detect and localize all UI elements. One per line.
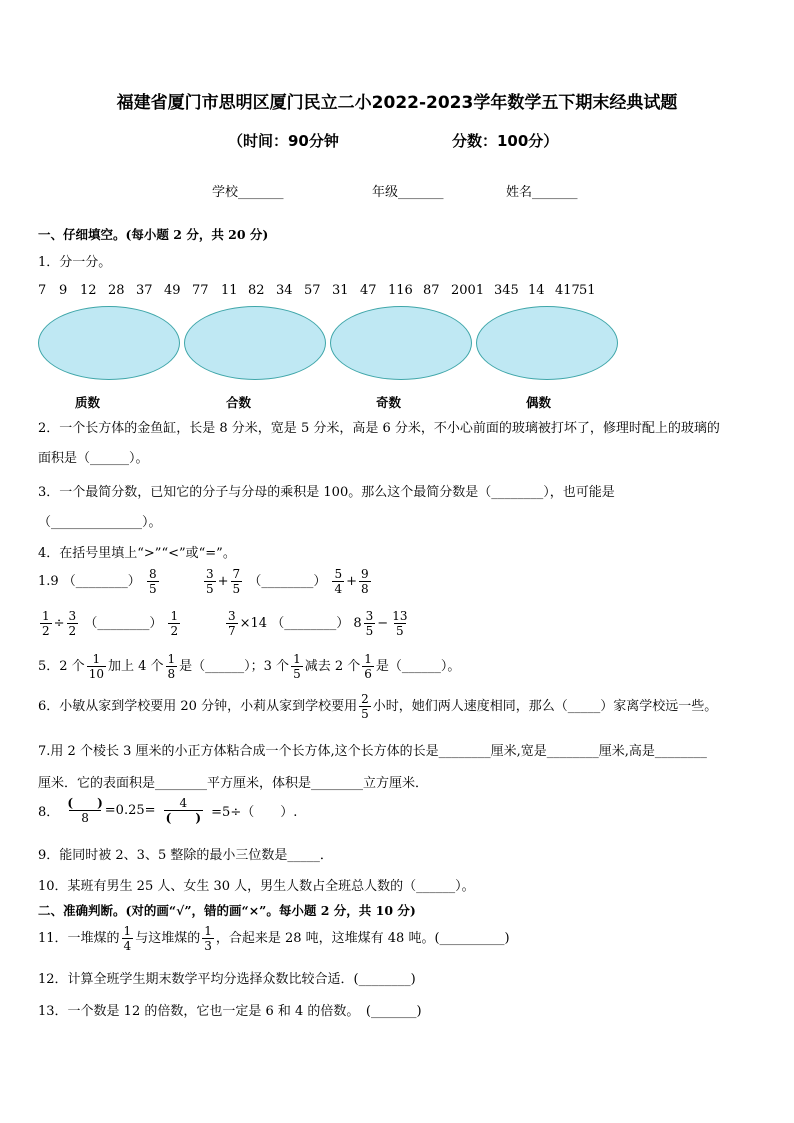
- prime-ellipse[interactable]: [38, 306, 180, 380]
- num: 51: [579, 283, 596, 298]
- even-ellipse[interactable]: [476, 306, 618, 380]
- odd-ellipse[interactable]: [330, 306, 472, 380]
- question-9: 9．能同时被 2、3、5 整除的最小三位数是_____．: [38, 848, 333, 863]
- num: 28: [108, 283, 125, 298]
- num: 2001: [451, 283, 485, 298]
- question-8: 8． $\frac{( )}{8}$ =0.25= $\frac{4}{( )}$ =5÷（ ）.: [38, 796, 298, 825]
- exam-time: （时间：90分钟: [228, 132, 339, 150]
- q4-row2-col1: $\frac{1}{2}$ ÷ $\frac{3}{2}$ （________） $\frac{1}{2}$: [42, 609, 179, 638]
- question-10: 10．某班有男生 25 人、女生 30 人，男生人数占全班总人数的（______）。: [38, 879, 475, 894]
- num: 77: [192, 283, 209, 298]
- label-prime: 质数: [75, 395, 101, 410]
- num: 116: [388, 283, 413, 298]
- num: 11: [221, 283, 238, 298]
- num: 57: [304, 283, 321, 298]
- num: 37: [136, 283, 153, 298]
- q4-row2-col2: $\frac{3}{7}$ ×14 （________） 8 $\frac{3}{5}$ − $\frac{13}{5}$: [228, 609, 408, 638]
- num: 87: [423, 283, 440, 298]
- question-1: 1．分一分。: [38, 255, 112, 270]
- num: 47: [360, 283, 377, 298]
- question-7-line-1: 7.用 2 个棱长 3 厘米的小正方体粘合成一个长方体,这个长方体的长是________厘米,宽是________厘米,高是________: [38, 744, 707, 759]
- question-11: 11．一堆煤的 $\frac{1}{4}$ 与这堆煤的 $\frac{1}{3}$ ，合起来是 28 吨，这堆煤有 48 吨。(__________): [38, 924, 510, 953]
- question-6: 6．小敏从家到学校要用 20 分钟，小莉从家到学校要用 $\frac{2}{5}$ 小时，她们两人速度相同，那么（_____）家离学校远一些。: [38, 692, 718, 721]
- question-5: 5．2 个 $\frac{1}{10}$ 加上 4 个 $\frac{1}{8}$ 是（______）；3 个 $\frac{1}{5}$ 减去 2 个 $\frac{1}{6}$ 是（______）。: [38, 652, 461, 681]
- question-12: 12．计算全班学生期末数学平均分选择众数比较合适．(________): [38, 972, 416, 987]
- label-even: 偶数: [526, 395, 552, 410]
- grade-field[interactable]: 年级_______: [372, 185, 444, 200]
- q4-row1-col2: $\frac{3}{5}$ + $\frac{7}{5}$ （________） $\frac{5}{4}$ + $\frac{9}{8}$: [206, 567, 369, 596]
- school-field[interactable]: 学校_______: [212, 185, 284, 200]
- q4-row1-col1: 1.9 （________） $\frac{8}{5}$: [38, 567, 157, 596]
- num: 34: [276, 283, 293, 298]
- num: 417: [555, 283, 580, 298]
- question-13: 13．一个数是 12 的倍数，它也一定是 6 和 4 的倍数。 (_______): [38, 1004, 422, 1019]
- exam-score: 分数：100分）: [452, 132, 559, 150]
- question-4: 4．在括号里填上“>”“<”或“=”。: [38, 546, 236, 561]
- page-title: 福建省厦门市思明区厦门民立二小2022-2023学年数学五下期末经典试题: [116, 93, 678, 113]
- question-2-line-2: 面积是（______）。: [38, 451, 149, 466]
- num: 14: [528, 283, 545, 298]
- num: 12: [80, 283, 97, 298]
- name-field[interactable]: 姓名_______: [506, 185, 578, 200]
- label-composite: 合数: [226, 395, 252, 410]
- num: 345: [494, 283, 519, 298]
- question-2-line-1: 2．一个长方体的金鱼缸，长是 8 分米，宽是 5 分米，高是 6 分米，不小心前面的玻璃被打坏了，修理时配上的玻璃的: [38, 421, 720, 436]
- num: 49: [164, 283, 181, 298]
- question-3-line-1: 3．一个最简分数，已知它的分子与分母的乘积是 100。那么这个最简分数是（________），也可能是: [38, 485, 615, 500]
- num: 9: [59, 283, 68, 298]
- section-2-heading: 二、准确判断。(对的画“√”，错的画“×”。每小题 2 分，共 10 分): [38, 903, 416, 918]
- composite-ellipse[interactable]: [184, 306, 326, 380]
- num: 31: [332, 283, 349, 298]
- num: 82: [248, 283, 265, 298]
- label-odd: 奇数: [376, 395, 402, 410]
- question-3-line-2: （______________）。: [38, 515, 162, 530]
- section-1-heading: 一、仔细填空。(每小题 2 分，共 20 分): [38, 227, 269, 242]
- question-7-line-2: 厘米．它的表面积是________平方厘米，体积是________立方厘米．: [38, 776, 429, 791]
- num: 7: [38, 283, 47, 298]
